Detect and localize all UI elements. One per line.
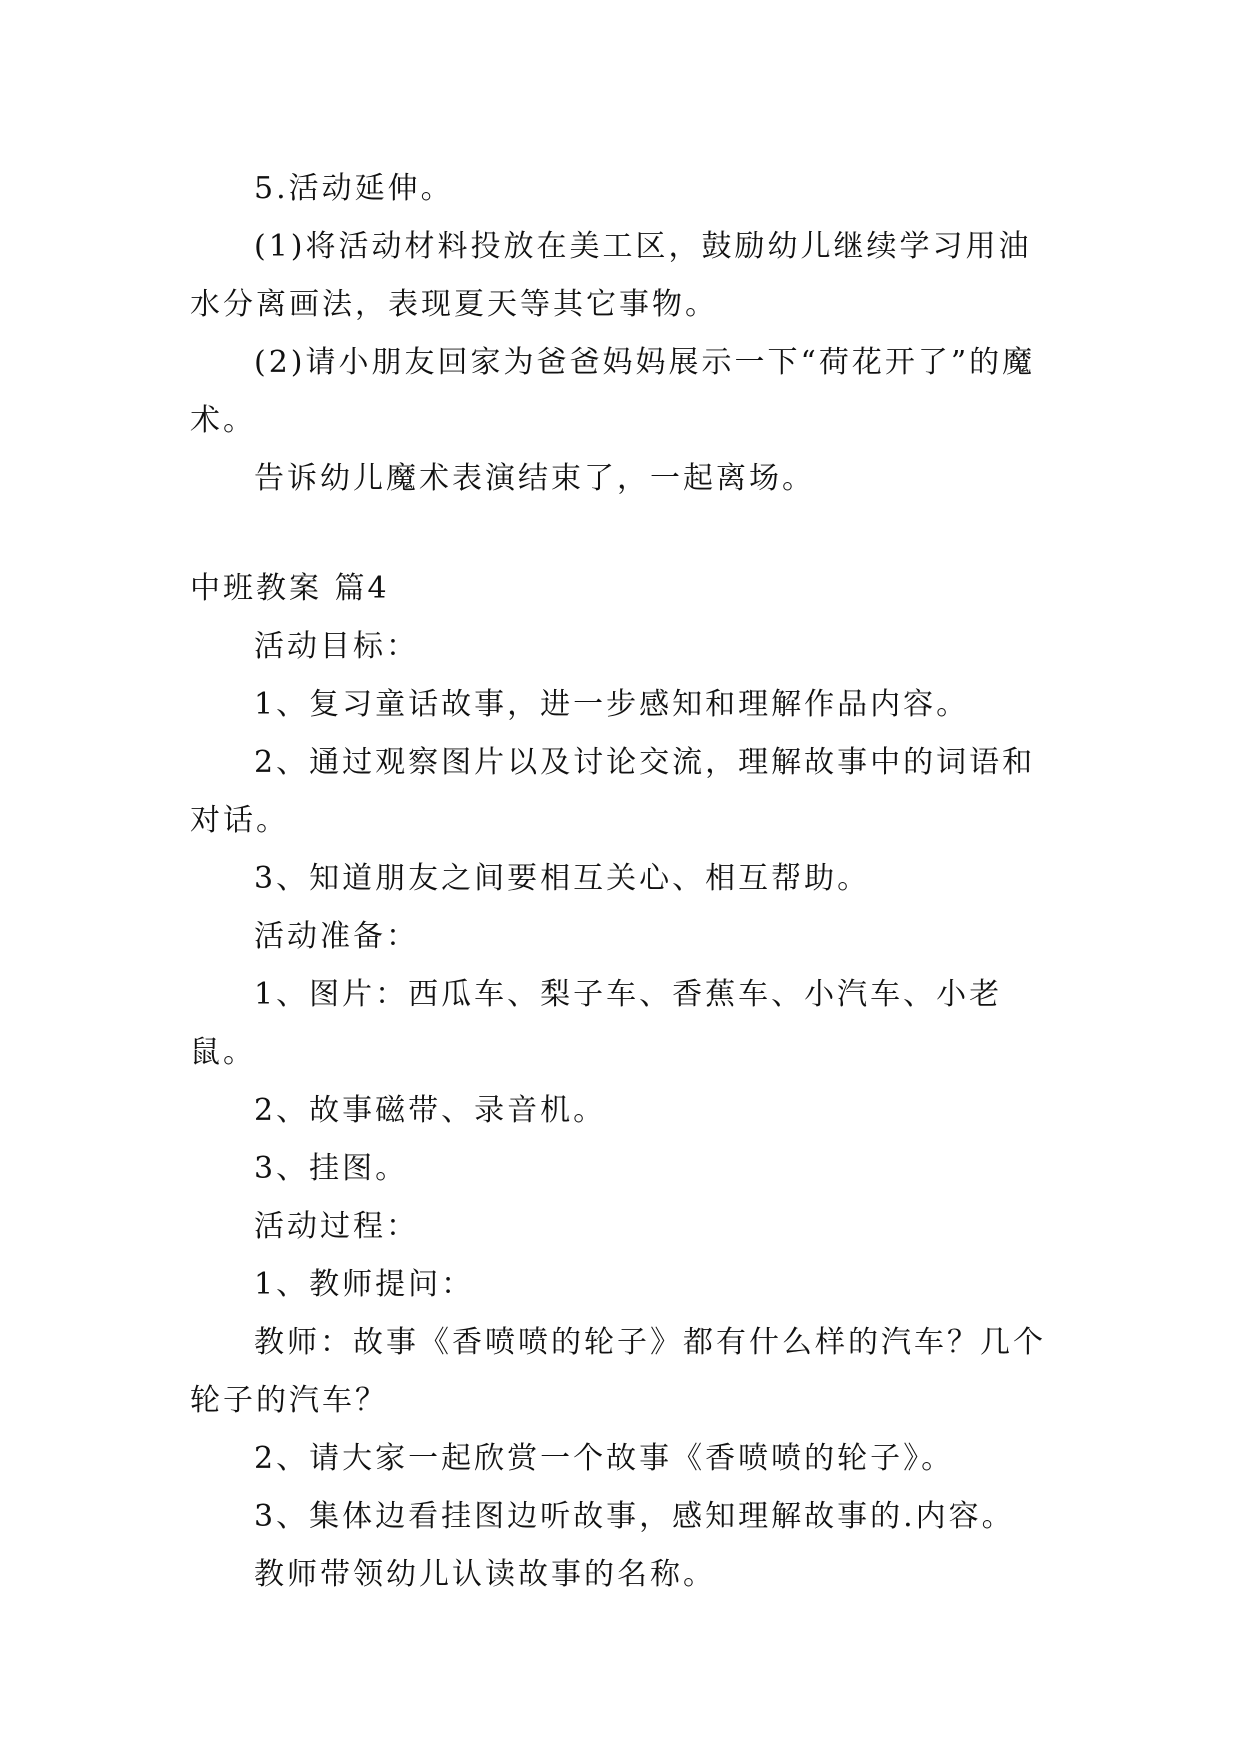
paragraph: 教师：故事《香喷喷的轮子》都有什么样的汽车？几个轮子的汽车？	[190, 1325, 1046, 1418]
paragraph: 3、挂图。	[254, 1151, 409, 1186]
paragraph: 3、集体边看挂图边听故事，感知理解故事的.内容。	[254, 1499, 1015, 1534]
paragraph: 2、通过观察图片以及讨论交流，理解故事中的词语和对话。	[190, 745, 1036, 838]
paragraph: 活动过程：	[254, 1209, 419, 1244]
paragraph: 活动准备：	[254, 919, 419, 954]
paragraph: 1、图片：西瓜车、梨子车、香蕉车、小汽车、小老鼠。	[190, 977, 1003, 1070]
paragraph: (2)请小朋友回家为爸爸妈妈展示一下“荷花开了”的魔术。	[190, 345, 1036, 438]
paragraph: 2、故事磁带、录音机。	[254, 1093, 607, 1128]
section-heading: 中班教案 篇4	[190, 571, 390, 606]
paragraph: 3、知道朋友之间要相互关心、相互帮助。	[254, 861, 871, 896]
paragraph: 5.活动延伸。	[254, 171, 454, 206]
paragraph: (1)将活动材料投放在美工区，鼓励幼儿继续学习用油水分离画法，表现夏天等其它事物。	[190, 229, 1032, 322]
paragraph: 教师带领幼儿认读故事的名称。	[254, 1557, 716, 1592]
paragraph: 1、复习童话故事，进一步感知和理解作品内容。	[254, 687, 970, 722]
document-body	[190, 160, 1060, 1604]
paragraph: 活动目标：	[254, 629, 419, 664]
paragraph: 1、教师提问：	[254, 1267, 475, 1302]
paragraph: 告诉幼儿魔术表演结束了，一起离场。	[254, 461, 815, 496]
paragraph: 2、请大家一起欣赏一个故事《香喷喷的轮子》。	[254, 1441, 955, 1476]
